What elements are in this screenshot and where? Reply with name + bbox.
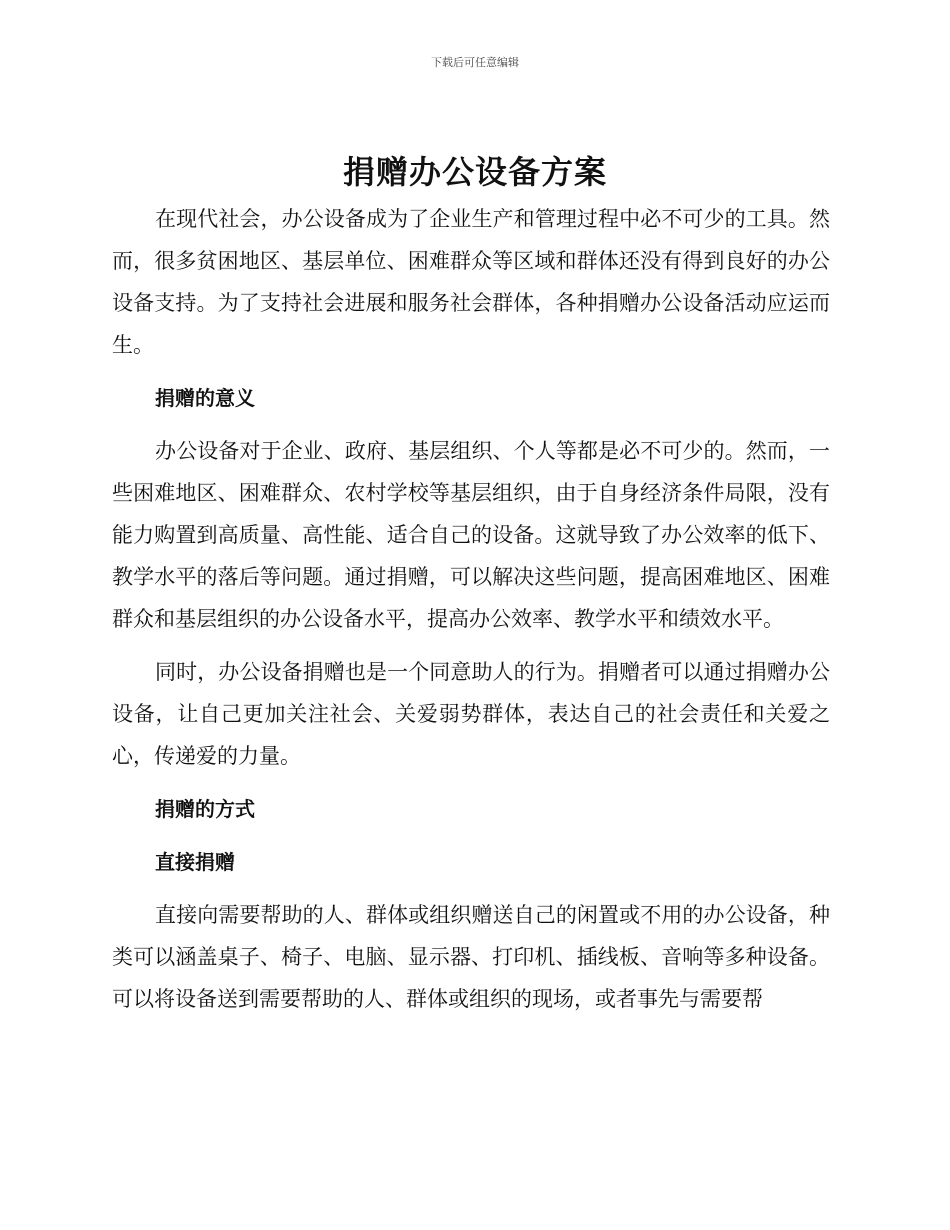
intro-paragraph: 在现代社会，办公设备成为了企业生产和管理过程中必不可少的工具。然而，很多贫困地区、基层单位、困难群众等区域和群体还没有得到良好的办公设备支持。为了支持社会进展和服务社会群体，各种捐赠办公设备活动应运而生。 <box>112 207 830 357</box>
significance-paragraph-1: 办公设备对于企业、政府、基层组织、个人等都是必不可少的。然而，一些困难地区、困难群众、农村学校等基层组织，由于自身经济条件局限，没有能力购置到高质量、高性能、适合自己的设备。这就导致了办公效率的低下、教学水平的落后等问题。通过捐赠，可以解决这些问题，提高困难地区、困难群众和基层组织的办公设备水平，提高办公效率、教学水平和绩效水平。 <box>112 439 830 631</box>
direct-donation-paragraph: 直接向需要帮助的人、群体或组织赠送自己的闲置或不用的办公设备，种类可以涵盖桌子、椅子、电脑、显示器、打印机、插线板、音响等多种设备。可以将设备送到需要帮助的人、群体或组织的现场，或者事先与需要帮 <box>112 903 830 1011</box>
significance-paragraph-2: 同时，办公设备捐赠也是一个同意助人的行为。捐赠者可以通过捐赠办公设备，让自己更加关注社会、关爱弱势群体，表达自己的社会责任和关爱之心，传递爱的力量。 <box>112 660 830 768</box>
section-heading-methods: 捐赠的方式 <box>155 797 255 821</box>
document-body <box>112 198 830 1031</box>
document-title: 捐赠办公设备方案 <box>342 153 607 191</box>
subheading-direct-donation: 直接捐赠 <box>155 850 235 874</box>
page-header: 下载后可任意编辑 <box>431 56 519 69</box>
section-heading-significance: 捐赠的意义 <box>155 386 255 410</box>
